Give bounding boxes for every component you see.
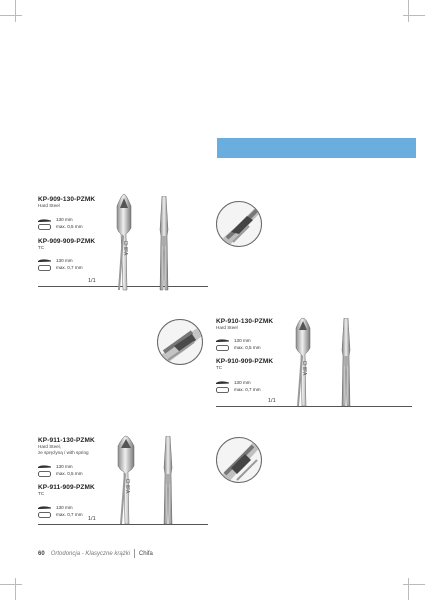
spec-cut-capacity: max. 0,7 mm	[234, 387, 261, 392]
crop-mark	[15, 578, 16, 600]
length-icon	[38, 258, 52, 263]
svg-text:CHIFA: CHIFA	[122, 240, 128, 256]
plier-front-image	[288, 316, 318, 408]
crop-mark	[403, 584, 425, 585]
product-material: TC	[38, 245, 45, 250]
cut-capacity-icon	[216, 387, 230, 393]
cut-capacity-icon	[38, 224, 52, 230]
product-block-909	[38, 196, 95, 209]
crop-mark	[403, 15, 425, 16]
cut-capacity-icon	[216, 345, 230, 351]
crop-mark	[408, 578, 409, 600]
page-footer	[38, 549, 153, 558]
section-banner	[217, 138, 416, 158]
product-variant-910	[216, 358, 273, 371]
spec-cut-capacity: max. 0,5 mm	[56, 224, 83, 229]
spec-length: 130 mm	[234, 380, 251, 385]
product-variant-911	[38, 484, 95, 497]
product-code: KP-910-130-PZMK	[216, 318, 274, 325]
plier-front-image	[110, 434, 142, 526]
ratio-label: 1/1	[88, 278, 96, 284]
spec-cut-capacity: max. 0,5 mm	[56, 471, 83, 476]
tip-detail-image	[216, 201, 262, 247]
product-material: Hard Steel	[38, 203, 60, 208]
spec-cut-capacity: max. 0,7 mm	[56, 512, 83, 517]
footer-divider	[134, 549, 135, 558]
length-icon	[38, 464, 52, 469]
cut-capacity-icon	[38, 512, 52, 518]
spec-cut-capacity: max. 0,7 mm	[56, 265, 83, 270]
product-material: TC	[216, 365, 223, 370]
brand-name: Chifa	[138, 551, 153, 558]
ratio-label: 1/1	[268, 398, 276, 404]
plier-side-image	[158, 436, 178, 526]
spec-length: 130 mm	[56, 505, 73, 510]
product-material: Hard Steel,	[38, 444, 61, 449]
section-name: Ortodoncja - Klasyczne krążki	[50, 551, 131, 558]
product-material: Hard Steel	[216, 325, 238, 330]
cut-capacity-icon	[38, 265, 52, 271]
spec-cut-capacity: max. 0,5 mm	[234, 345, 261, 350]
crop-mark	[0, 584, 22, 585]
svg-text:CHIFA: CHIFA	[124, 478, 130, 494]
tip-detail-image	[157, 319, 203, 365]
length-icon	[38, 218, 52, 223]
product-block-911	[38, 437, 95, 455]
product-code: KP-909-909-PZMK	[38, 238, 96, 245]
cut-capacity-icon	[38, 471, 52, 477]
length-icon	[216, 380, 230, 385]
plier-front-image	[108, 192, 140, 292]
product-material-note: ze sprężyną / with spring	[38, 449, 89, 455]
product-material: TC	[38, 491, 45, 496]
length-icon	[216, 338, 230, 343]
product-block-910	[216, 318, 273, 331]
product-code: KP-909-130-PZMK	[38, 196, 96, 203]
spec-length: 130 mm	[56, 258, 73, 263]
spec-length: 130 mm	[56, 464, 73, 469]
page-number: 60	[38, 551, 45, 558]
product-code: KP-910-909-PZMK	[216, 358, 274, 365]
svg-text:CHIFA: CHIFA	[301, 360, 307, 376]
plier-side-image	[336, 318, 356, 408]
plier-side-image	[154, 196, 174, 292]
product-code: KP-911-909-PZMK	[38, 484, 95, 491]
product-variant-909	[38, 238, 95, 251]
crop-mark	[408, 0, 409, 22]
crop-mark	[0, 15, 22, 16]
crop-mark	[15, 0, 16, 22]
product-code: KP-911-130-PZMK	[38, 437, 95, 444]
spec-length: 130 mm	[56, 217, 73, 222]
spec-length: 130 mm	[234, 338, 251, 343]
tip-detail-image	[216, 437, 262, 483]
length-icon	[38, 505, 52, 510]
ratio-label: 1/1	[88, 516, 96, 522]
